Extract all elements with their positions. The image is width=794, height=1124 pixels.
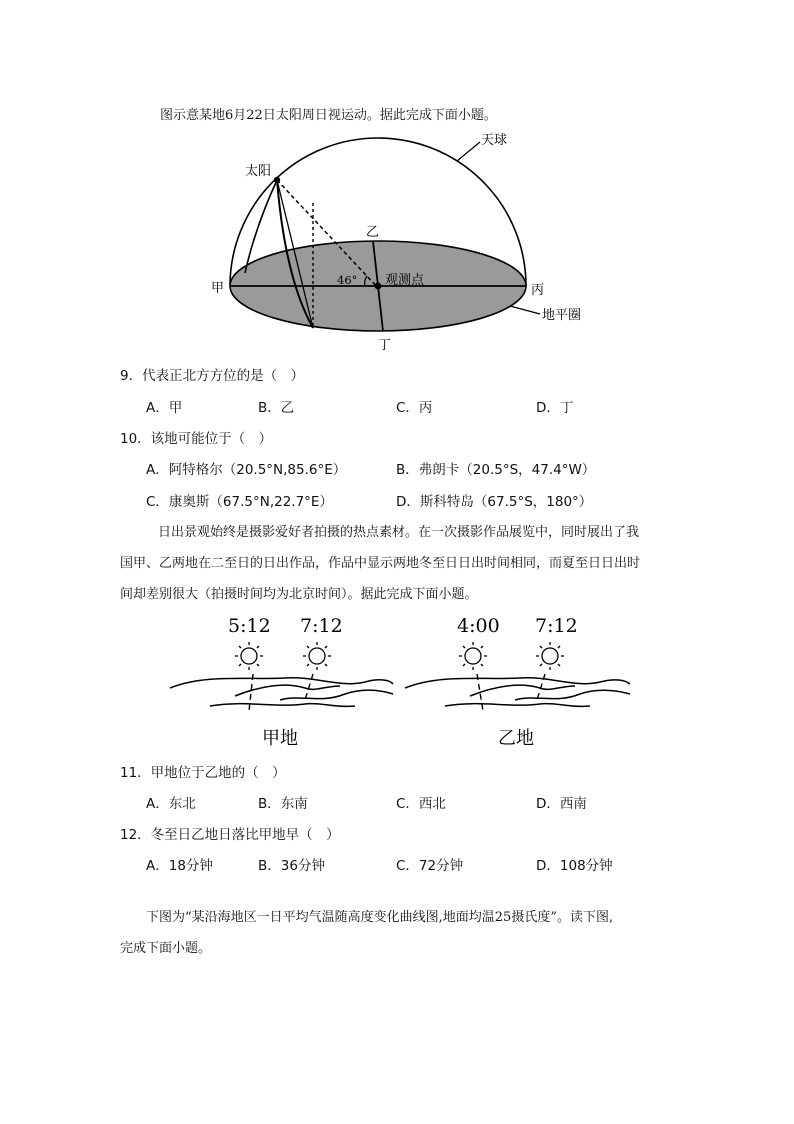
- q11-option-b[interactable]: B．东南: [258, 796, 308, 812]
- jia-ray-2: [305, 674, 313, 700]
- sun-icon: [536, 642, 564, 670]
- yi-landscape: [405, 678, 630, 707]
- q12-option-c[interactable]: C．72分钟: [396, 858, 464, 874]
- intro-text-2-line2: 国甲、乙两地在二至日的日出作品，作品中显示两地冬至日日出时间相同，而夏至日日出时: [120, 556, 641, 571]
- intro-text-3-line1: 下图为“某沿海地区一日平均气温随高度变化曲线图,地面均温25摄氏度”。读下图,: [146, 910, 614, 925]
- intro-text-2-line1: 日出景观始终是摄影爱好者拍摄的热点素材。在一次摄影作品展览中，同时展出了我: [158, 525, 640, 540]
- q11-option-a[interactable]: A．东北: [146, 796, 196, 812]
- jia-time-1: 5:12: [228, 615, 271, 637]
- q9-option-a[interactable]: A．甲: [146, 400, 183, 416]
- sunrise-figure: [165, 608, 635, 753]
- intro-text-2-line3: 间却差别很大（拍摄时间均为北京时间）。据此完成下面小题。: [120, 587, 478, 602]
- sun-icon: [459, 642, 487, 670]
- q10-option-d[interactable]: D．斯科特岛（67.5°S，180°）: [396, 494, 593, 510]
- q12-option-a[interactable]: A．18分钟: [146, 858, 213, 874]
- q10-option-a[interactable]: A．阿特格尔（20.5°N,85.6°E）: [146, 462, 347, 478]
- q11-stem: 11．甲地位于乙地的（ ）: [120, 765, 286, 781]
- q10-option-b[interactable]: B．弗朗卡（20.5°S，47.4°W）: [396, 462, 596, 478]
- intro-text-1: 图示意某地6月22日太阳周日视运动。据此完成下面小题。: [160, 108, 497, 123]
- jia-ray-1: [249, 674, 253, 711]
- yi-time-2: 7:12: [535, 615, 578, 637]
- q9-stem: 9．代表正北方方位的是（ ）: [120, 368, 305, 384]
- yi-label: 乙地: [498, 728, 534, 749]
- celestial-sphere-figure: [205, 128, 605, 353]
- label-horizon: 地平圈: [542, 308, 582, 323]
- q10-option-c[interactable]: C．康奥斯（67.5°N,22.7°E）: [146, 494, 333, 510]
- yi-panel: [405, 615, 630, 749]
- q11-option-d[interactable]: D．西南: [536, 796, 587, 812]
- q11-option-c[interactable]: C．西北: [396, 796, 446, 812]
- jia-panel: [170, 615, 393, 749]
- tianqiu-pointer: [457, 142, 480, 161]
- yi-time-1: 4:00: [457, 615, 500, 637]
- label-jia: 甲: [211, 281, 225, 296]
- sun-icon: [235, 642, 263, 670]
- intro-text-3-line2: 完成下面小题。: [120, 941, 212, 956]
- sun-point: [274, 177, 280, 183]
- q12-stem: 12．冬至日乙地日落比甲地早（ ）: [120, 827, 340, 843]
- q9-option-d[interactable]: D．丁: [536, 400, 574, 416]
- label-observer: 观测点: [385, 273, 425, 288]
- horizon-pointer: [510, 306, 540, 314]
- label-yi: 乙: [366, 225, 380, 240]
- q12-option-b[interactable]: B．36分钟: [258, 858, 325, 874]
- label-ding: 丁: [378, 338, 392, 353]
- label-tianqiu: 天球: [481, 133, 508, 148]
- q9-option-c[interactable]: C．丙: [396, 400, 433, 416]
- q9-option-b[interactable]: B．乙: [258, 400, 295, 416]
- jia-landscape: [170, 678, 393, 707]
- label-taiyang: 太阳: [245, 164, 272, 179]
- jia-time-2: 7:12: [300, 615, 343, 637]
- q10-stem: 10．该地可能位于（ ）: [120, 431, 273, 447]
- q12-option-d[interactable]: D．108分钟: [536, 858, 613, 874]
- observer-point: [375, 283, 382, 290]
- sun-icon: [303, 642, 331, 670]
- jia-label: 甲地: [262, 728, 298, 749]
- label-bing: 丙: [531, 283, 545, 298]
- label-angle: 46°: [337, 273, 358, 287]
